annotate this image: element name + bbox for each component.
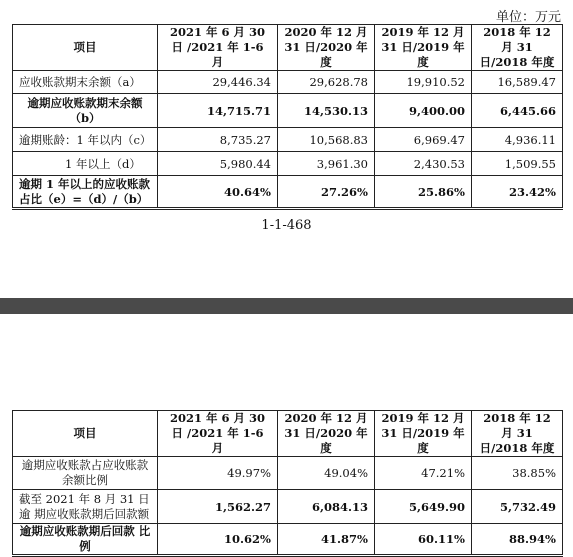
- table-row: [13, 152, 563, 176]
- cell-value: 19,910.52: [375, 71, 472, 94]
- table-header-row: [13, 411, 563, 457]
- cell-value: 40.64%: [158, 176, 278, 209]
- row-label: 逾期 1 年以上的应收账款 占比（e）=（d）/（b）: [13, 176, 158, 209]
- row-label: 逾期应收账款占应收账款 余额比例: [13, 457, 158, 490]
- row-label: 逾期账龄：1 年以内（c）: [13, 128, 158, 152]
- row-label: 逾期应收账款期末余额 （b）: [13, 94, 158, 128]
- cell-value: 8,735.27: [158, 128, 278, 152]
- cell-value: 60.11%: [375, 524, 472, 556]
- receivables-table-2: [12, 410, 563, 557]
- cell-value: 23.42%: [472, 176, 563, 209]
- cell-value: 6,084.13: [278, 490, 375, 524]
- cell-value: 5,649.90: [375, 490, 472, 524]
- cell-value: 2,430.53: [375, 152, 472, 176]
- row-label: 逾期应收账款期后回款 比例: [13, 524, 158, 556]
- header-2020: 2020 年 12 月 31 日/2020 年度: [278, 25, 375, 71]
- receivables-table-1: [12, 24, 563, 210]
- cell-value: 41.87%: [278, 524, 375, 556]
- cell-value: 3,961.30: [278, 152, 375, 176]
- cell-value: 47.21%: [375, 457, 472, 490]
- cell-value: 5,732.49: [472, 490, 563, 524]
- cell-value: 10.62%: [158, 524, 278, 556]
- page-number: 1-1-468: [261, 218, 312, 233]
- cell-value: 1,509.55: [472, 152, 563, 176]
- cell-value: 27.26%: [278, 176, 375, 209]
- header-item: 项目: [13, 25, 158, 71]
- cell-value: 1,562.27: [158, 490, 278, 524]
- cell-value: 14,530.13: [278, 94, 375, 128]
- cell-value: 14,715.71: [158, 94, 278, 128]
- table-row: [13, 524, 563, 556]
- table-row: [13, 71, 563, 94]
- header-2019: 2019 年 12 月 31 日/2019 年度: [375, 25, 472, 71]
- table-row: [13, 176, 563, 209]
- cell-value: 6,445.66: [472, 94, 563, 128]
- table-row: [13, 457, 563, 490]
- row-label: 1 年以上（d）: [13, 152, 158, 176]
- header-2020: 2020 年 12 月 31 日/2020 年度: [278, 411, 375, 457]
- header-2018: 2018 年 12 月 31 日/2018 年度: [472, 25, 563, 71]
- cell-value: 25.86%: [375, 176, 472, 209]
- header-2018: 2018 年 12 月 31 日/2018 年度: [472, 411, 563, 457]
- table-row: [13, 128, 563, 152]
- cell-value: 49.97%: [158, 457, 278, 490]
- header-2019: 2019 年 12 月 31 日/2019 年度: [375, 411, 472, 457]
- unit-label: 单位：万元: [495, 10, 561, 25]
- cell-value: 49.04%: [278, 457, 375, 490]
- cell-value: 5,980.44: [158, 152, 278, 176]
- cell-value: 16,589.47: [472, 71, 563, 94]
- cell-value: 88.94%: [472, 524, 563, 556]
- header-item: 项目: [13, 411, 158, 457]
- cell-value: 4,936.11: [472, 128, 563, 152]
- cell-value: 29,628.78: [278, 71, 375, 94]
- header-2021: 2021 年 6 月 30 日 /2021 年 1-6 月: [158, 25, 278, 71]
- table-row: [13, 94, 563, 128]
- cell-value: 29,446.34: [158, 71, 278, 94]
- cell-value: 9,400.00: [375, 94, 472, 128]
- table-row: [13, 490, 563, 524]
- header-2021: 2021 年 6 月 30 日 /2021 年 1-6 月: [158, 411, 278, 457]
- row-label: 截至 2021 年 8 月 31 日逾 期应收账款期后回款额: [13, 490, 158, 524]
- cell-value: 38.85%: [472, 457, 563, 490]
- page-divider: [0, 298, 573, 314]
- row-label: 应收账款期末余额（a）: [13, 71, 158, 94]
- cell-value: 6,969.47: [375, 128, 472, 152]
- cell-value: 10,568.83: [278, 128, 375, 152]
- table-header-row: [13, 25, 563, 71]
